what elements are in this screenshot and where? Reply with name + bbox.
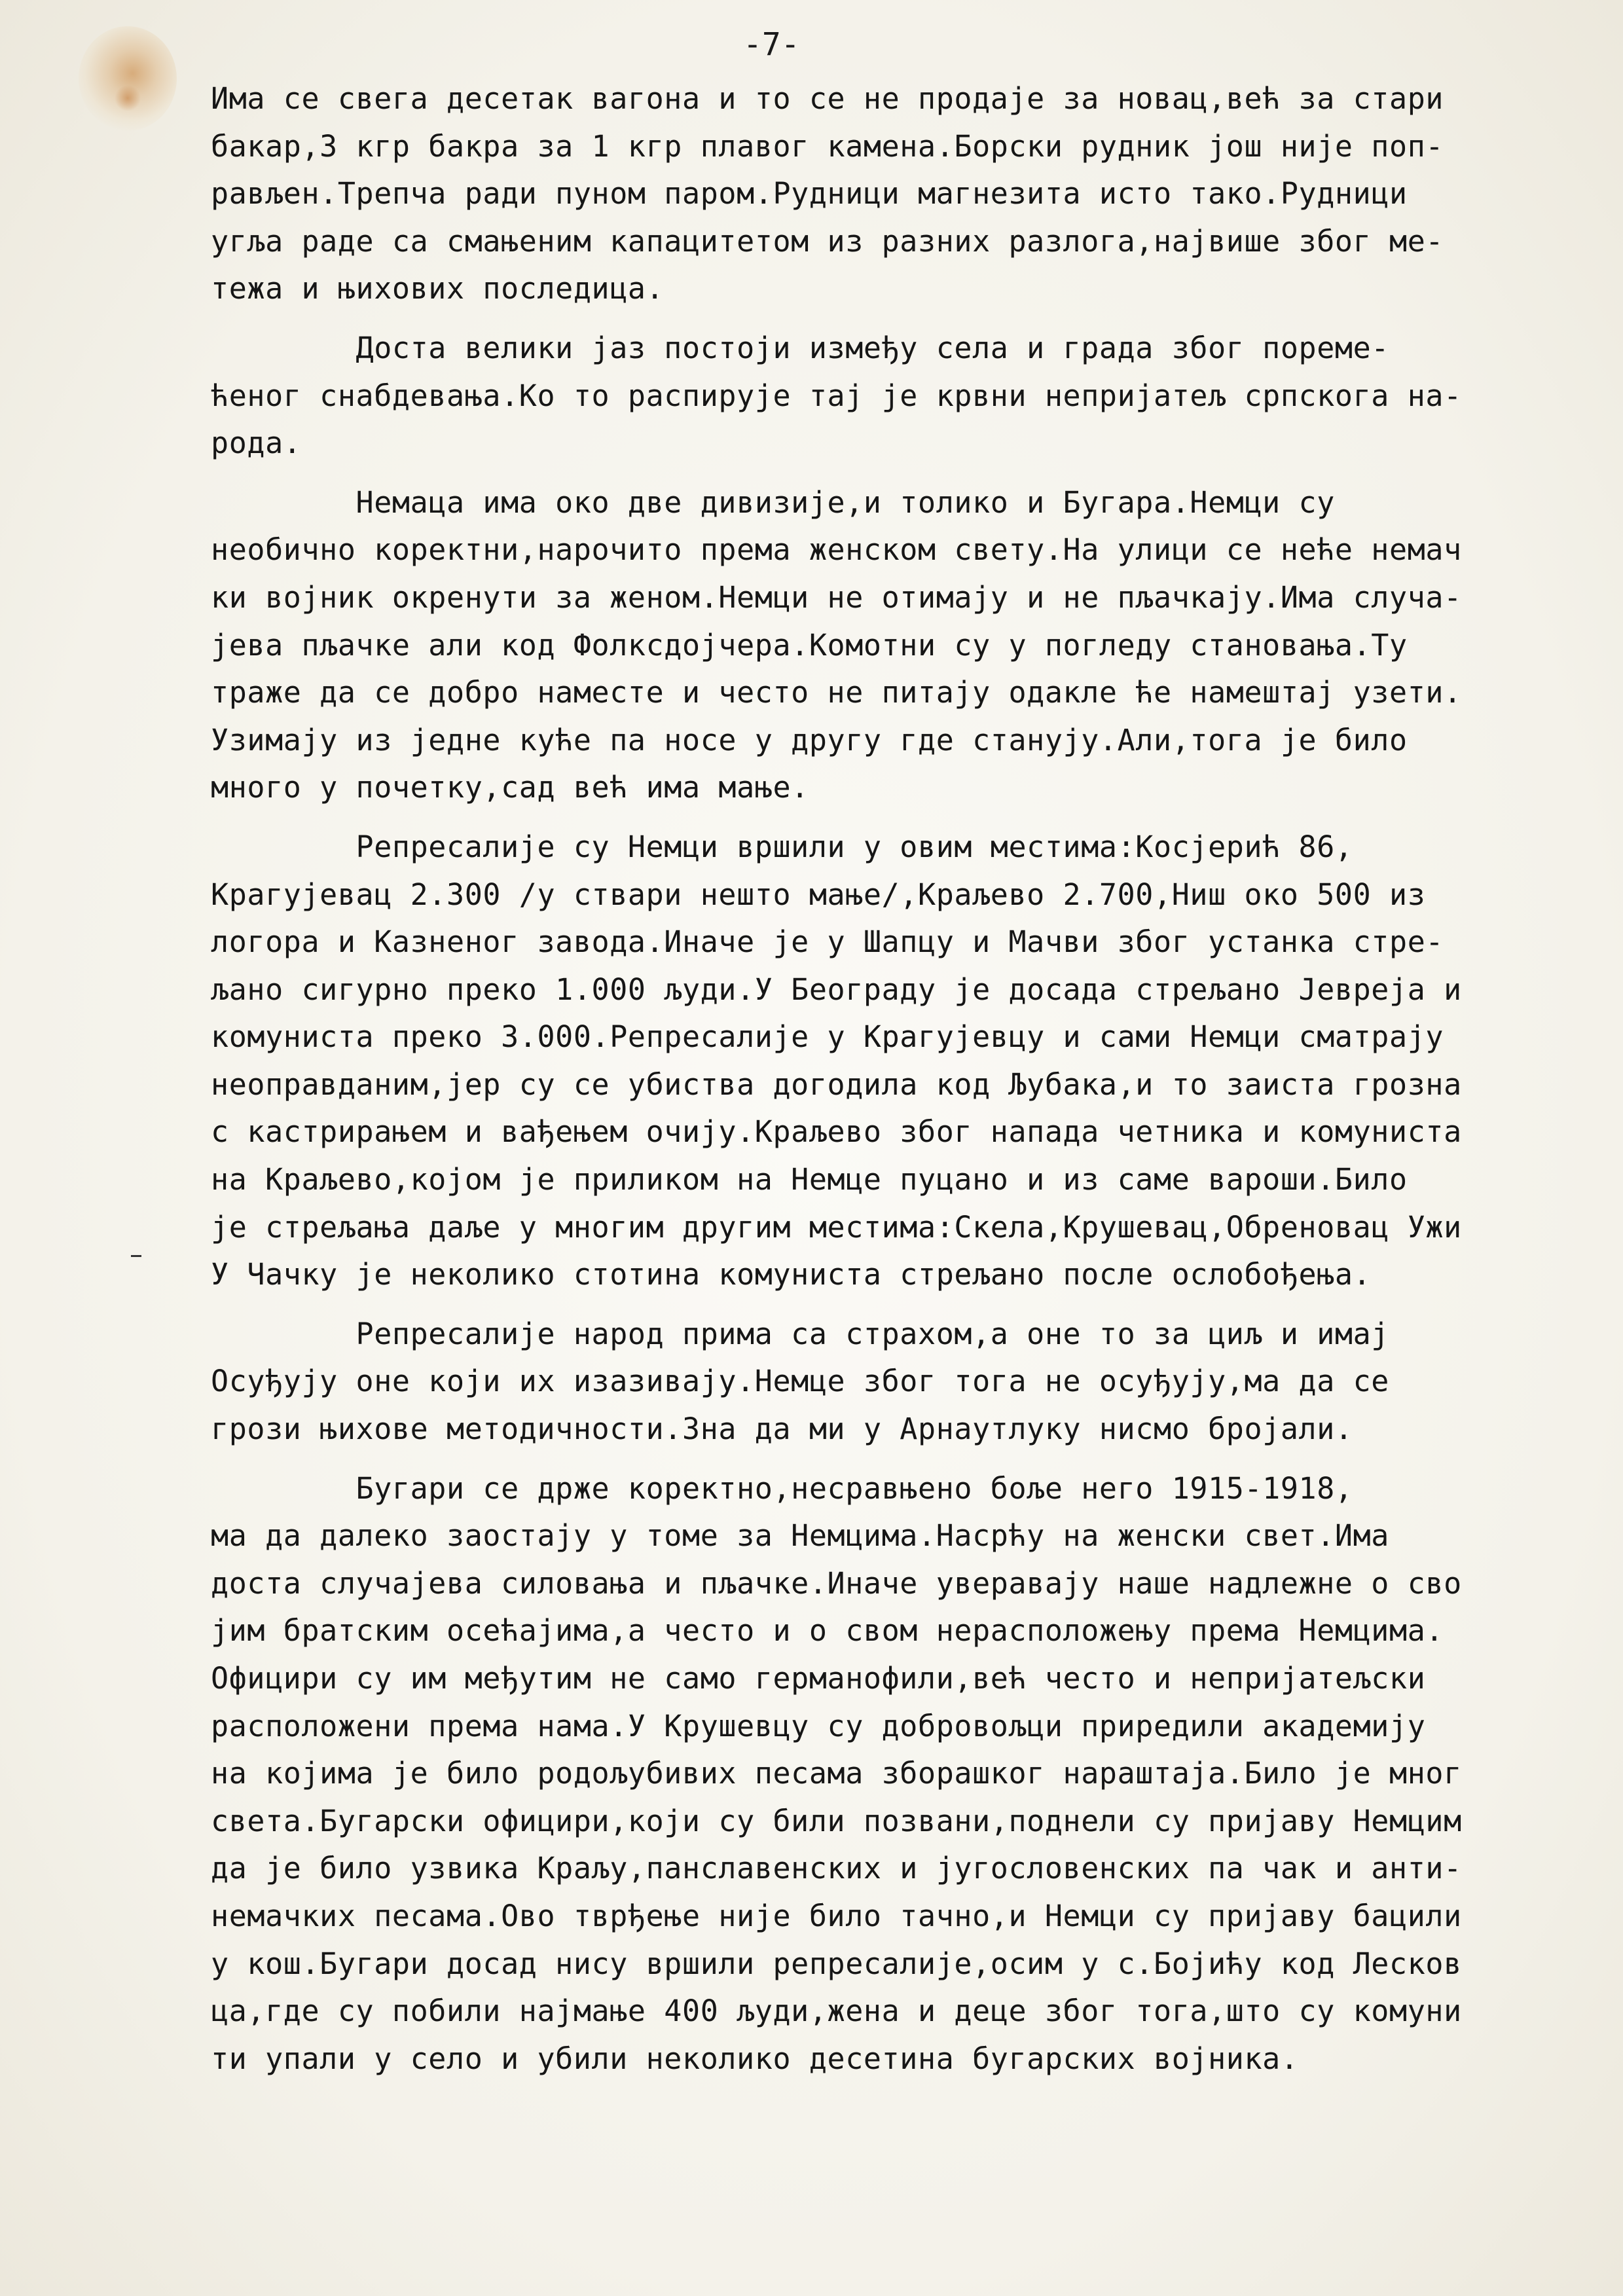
text-line: ца,где су побили најмање 400 људи,жена и деце због тога,што су комуни: [211, 1994, 1462, 2029]
text-line: јева пљачке али код Фолксдојчера.Комотни су у погледу становања.Ту: [211, 627, 1408, 663]
text-line: рода.: [211, 426, 302, 461]
paragraph-gap: [211, 467, 1618, 479]
text-line: на Краљево,којом је приликом на Немце пуцано и из саме вароши.Било: [211, 1162, 1408, 1197]
text-line: необично коректни,нарочито према женском свету.На улици се неће немач: [211, 532, 1462, 568]
paragraph-gap: [211, 1453, 1618, 1465]
text-line: доста случајева силовања и пљачке.Иначе уверавају наше надлежне о сво: [211, 1565, 1462, 1601]
rust-stain: [79, 26, 177, 131]
text-line: у кош.Бугари досад нису вршили репресалије,осим у с.Бојићу код Лесков: [211, 1946, 1462, 1981]
text-line: ма да далеко заостају у томе за Немцима.Насрћу на женски свет.Има: [211, 1518, 1389, 1554]
text-line: Доста велики јаз постоји између села и града због пореме-: [211, 330, 1389, 365]
rust-stain-small: [115, 85, 141, 111]
typewritten-body-text: [211, 75, 1618, 2083]
text-line: јим братским осећајима,а често и о свом нерасположењу према Немцима.: [211, 1613, 1444, 1649]
text-line: Има се свега десетак вагона и то се не продаје за новац,већ за стари: [211, 81, 1444, 116]
text-line: У Чачку је неколико стотина комуниста стрељано после ослобођења.: [211, 1257, 1372, 1292]
text-line: Репресалије су Немци вршили у овим местима:Косјерић 86,: [211, 829, 1353, 864]
text-line: комуниста преко 3.000.Репресалије у Крагујевцу и сами Немци сматрају: [211, 1019, 1444, 1055]
text-line: ти упали у село и убили неколико десетина бугарских војника.: [211, 2041, 1299, 2076]
text-line: угља раде са смањеним капацитетом из разних разлога,највише због ме-: [211, 223, 1444, 259]
text-line: немачких песама.Ово тврђење није било тачно,и Немци су пријаву бацили: [211, 1898, 1462, 1933]
text-line: логора и Казненог завода.Иначе је у Шапцу и Мачви због устанка стре-: [211, 924, 1444, 960]
text-line: траже да се добро наместе и често не питају одакле ће намештај узети.: [211, 675, 1462, 710]
text-line: ки војник окренути за женом.Немци не отимају и не пљачкају.Има случа-: [211, 579, 1462, 615]
text-line: је стрељања даље у многим другим местима:Скела,Крушевац,Обреновац Ужи: [211, 1209, 1462, 1245]
text-line: Официри су им међутим не само германофили,већ често и непријатељски: [211, 1661, 1426, 1696]
text-line: љано сигурно преко 1.000 људи.У Београду је досада стрељано Јевреја и: [211, 972, 1462, 1007]
text-line: с кастрирањем и вађењем очију.Краљево због напада четника и комуниста: [211, 1114, 1462, 1150]
text-line: тежа и њихових последица.: [211, 271, 665, 306]
page-number: -7-: [743, 26, 800, 63]
text-line: рављен.Трепча ради пуном паром.Рудници магнезита исто тако.Рудници: [211, 176, 1408, 211]
text-line: Осуђују оне који их изазивају.Немце због тога не осуђују,ма да се: [211, 1364, 1389, 1399]
text-line: расположени према нама.У Крушевцу су добровољци приредили академију: [211, 1708, 1426, 1743]
text-line: света.Бугарски официри,који су били позвани,поднели су пријаву Немцим: [211, 1803, 1462, 1838]
text-line: Репресалије народ прима са страхом,а оне то за циљ и имај: [211, 1316, 1389, 1351]
text-line: бакар,3 кгр бакра за 1 кгр плавог камена.Борски рудник још није поп-: [211, 128, 1444, 164]
text-line: Узимају из једне куће па носе у другу где станују.Али,тога је било: [211, 722, 1408, 757]
text-line: Крагујевац 2.300 /у ствари нешто мање/,Краљево 2.700,Ниш око 500 из: [211, 877, 1426, 912]
margin-mark: [131, 1255, 141, 1257]
text-line: Немаца има око две дивизије,и толико и Бугара.Немци су: [211, 484, 1335, 520]
text-line: неоправданим,јер су се убиства догодила код Љубака,и то заиста грозна: [211, 1066, 1462, 1102]
text-line: ћеног снабдевања.Ко то распирује тај је крвни непријатељ српскога на-: [211, 378, 1462, 413]
text-line: много у почетку,сад већ има мање.: [211, 770, 809, 805]
text-line: грози њихове методичности.Зна да ми у Арнаутлуку нисмо бројали.: [211, 1412, 1353, 1447]
paragraph-gap: [211, 1299, 1618, 1311]
paragraph-gap: [211, 313, 1618, 325]
text-line: на којима је било родољубивих песама зборашког нараштаја.Било је мног: [211, 1756, 1462, 1791]
text-line: да је било узвика Краљу,панславенских и југословенских па чак и анти-: [211, 1851, 1462, 1886]
text-line: Бугари се држе коректно,несравњено боље него 1915-1918,: [211, 1470, 1353, 1506]
paragraph-gap: [211, 812, 1618, 824]
